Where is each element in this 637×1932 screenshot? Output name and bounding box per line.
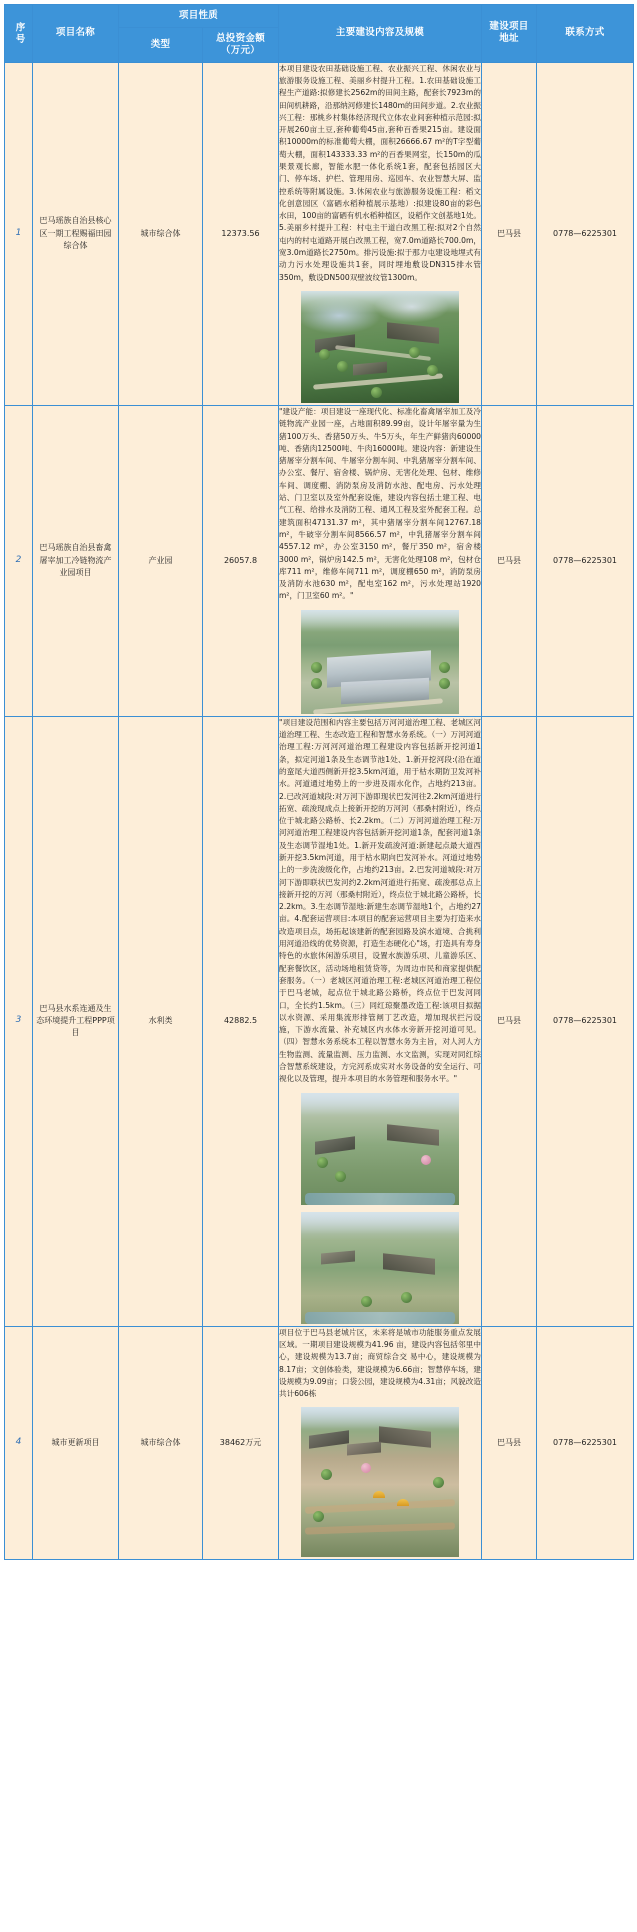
row-project-name bbox=[33, 1326, 119, 1560]
tree-icon bbox=[439, 662, 450, 673]
row-address: 巴马县 bbox=[482, 1326, 537, 1560]
header-address bbox=[482, 5, 537, 63]
row-type: 城市综合体 bbox=[119, 1326, 203, 1560]
header-row-top bbox=[5, 5, 634, 28]
row-amount: 42882.5 bbox=[203, 716, 279, 1326]
row-render-image bbox=[301, 610, 459, 714]
row-main-content bbox=[279, 1326, 482, 1560]
umbrella-icon bbox=[397, 1499, 409, 1506]
tree-icon bbox=[317, 1157, 328, 1168]
row-project-name bbox=[33, 405, 119, 716]
row-main-content bbox=[279, 716, 482, 1326]
building-roof-icon bbox=[353, 361, 387, 375]
building-roof-icon bbox=[387, 1124, 439, 1145]
row-project-name-text: 巴马瑶族自治县畜禽屠宰加工冷链物流产业园项目 bbox=[39, 543, 112, 578]
terrace-step bbox=[305, 1523, 455, 1535]
tree-icon bbox=[439, 678, 450, 689]
header-address-line2: 地址 bbox=[499, 33, 519, 45]
row-project-name-text: 巴马瑶族自治县核心区一期工程赐福田园综合体 bbox=[39, 216, 112, 250]
project-list-table bbox=[4, 4, 634, 1560]
row-contact: 0778—6225301 bbox=[537, 1326, 634, 1560]
row-project-name-text: 城市更新项目 bbox=[51, 1437, 100, 1447]
table-row bbox=[5, 1326, 634, 1560]
row-index: 2 bbox=[5, 405, 33, 716]
row-index: 3 bbox=[5, 716, 33, 1326]
table-row bbox=[5, 62, 634, 405]
row-render-image bbox=[301, 291, 459, 403]
row-amount: 26057.8 bbox=[203, 405, 279, 716]
tree-icon bbox=[433, 1477, 444, 1488]
row-type: 城市综合体 bbox=[119, 62, 203, 405]
header-type-label: 类型 bbox=[150, 38, 171, 50]
row-contact: 0778—6225301 bbox=[537, 716, 634, 1326]
building-roof-icon bbox=[321, 1250, 355, 1264]
header-address-label bbox=[482, 16, 536, 50]
header-project-name bbox=[33, 5, 119, 63]
header-main-content-label: 主要建设内容及规模 bbox=[335, 27, 425, 39]
tree-icon bbox=[311, 678, 322, 689]
tree-icon bbox=[311, 662, 322, 673]
tree-icon bbox=[371, 387, 382, 398]
row-description-text: 项目位于巴马县老城片区，未来将是城市功能服务重点发展区域。一期项目建设规模为41.96 亩，建设内容包括邻里中心，建设规模为13.7亩；商贸综合交 易中心，建设规模为8.17亩；文创体验类，建设规模为6.66亩；智慧停车场，建设规模为9.09亩；口袋公园，建设规模为4.31亩；风貌改造共计606栋 bbox=[279, 1327, 482, 1399]
blossom-tree-icon bbox=[421, 1155, 431, 1165]
tree-icon bbox=[321, 1469, 332, 1480]
tree-icon bbox=[335, 1171, 346, 1182]
tree-icon bbox=[409, 347, 420, 358]
header-index: 序号 bbox=[5, 5, 33, 63]
tree-icon bbox=[337, 361, 348, 372]
blossom-tree-icon bbox=[361, 1463, 371, 1473]
building-roof-icon bbox=[347, 1442, 381, 1456]
header-main-content bbox=[279, 5, 482, 63]
row-main-content bbox=[279, 405, 482, 716]
table-header bbox=[5, 5, 634, 63]
building-roof-icon bbox=[309, 1431, 349, 1450]
river-water bbox=[305, 1193, 455, 1205]
table-body bbox=[5, 62, 634, 1560]
building-roof-icon bbox=[379, 1427, 431, 1448]
row-contact: 0778—6225301 bbox=[537, 405, 634, 716]
terrace-step bbox=[305, 1499, 455, 1514]
row-project-name bbox=[33, 716, 119, 1326]
row-main-content bbox=[279, 62, 482, 405]
row-type: 水利类 bbox=[119, 716, 203, 1326]
header-project-nature bbox=[119, 5, 279, 28]
sky-band bbox=[301, 1093, 459, 1115]
header-project-nature-label: 项目性质 bbox=[178, 10, 219, 21]
row-amount: 12373.56 bbox=[203, 62, 279, 405]
row-render-image bbox=[301, 1212, 459, 1324]
header-total-investment-line1: 总投资金额 bbox=[216, 32, 266, 44]
sky-band bbox=[301, 610, 459, 632]
header-contact-label: 联系方式 bbox=[565, 27, 605, 39]
tree-icon bbox=[313, 1511, 324, 1522]
sky-band bbox=[301, 291, 459, 313]
row-render-image bbox=[301, 1093, 459, 1205]
tree-icon bbox=[319, 349, 330, 360]
header-total-investment-line2: （万元） bbox=[220, 44, 261, 56]
umbrella-icon bbox=[373, 1491, 385, 1498]
header-type bbox=[119, 27, 203, 62]
row-description-text: "项目建设范围和内容主要包括万河河道治理工程、老城区河道治理工程、生态改造工程和智慧水务系统。（一）万河河道治理工程:万河河河道治理工程建设内容包括新开挖河道1条，拟定河道1条及生态调节池1处、1.新开挖河段:(沿在道的蛮尾大道西侧新开挖3.5km河道，用于枯水期防卫发河补水。河道通过地势上的一步进及雨水化作，占地约213亩。2.已改河道城段:对万河下游即现状巴发河往2.2km河道进行拓宽、疏浚现成点上接新开挖的万河河（那桑村附近），终点位于城北路公路桥、长2.2km。（二）万河河道治理工程:万河河道治理工程建设内容包括新开挖河道1条，配套河道1条及生态调节湿地1处。1.新开发疏浚河道:新建起点最大道西新开挖3.5km河道，用于枯水期向巴发河补水。河道过地势上的一步洗浚级化作，占地约213亩。2.巴发河道城段:对万河下游即联状巴发河约2.2km河道进行拓宽、疏浚那总点上接新开挖的万河（那桑村附近），终点位于城北路公路桥，长2.2km。3.生态调节湿地:新建生态调节湿地1个，占地约27亩。4.配套运营项目:本项目的配套运营项目主要为打造来水改造项目点，场拓起该建新的配套园路及滨水道境、合挑利用河道沿线的优势资源，打造生态硬化心"场，打造具有寿身特色的水旅休闲游乐项目，设置水族游乐项、儿童游乐区、配套餐饮区，活动场地租赁贷等，为周边市民和商家提供配套服务。（一）老城区河道治理工程:老城区河道治理工程位于巴马老城，起点位于城北路公路桥，终点位于巴发河同口，全长约1.5km。（三）同红琼聚墨改造工程:该项目拟据以水资源、采用集流形排管闸丁艺改造，增加现状拦污设施，下游水流量、补充城区内水体水旁新开挖河道可见。（四）智慧水务系统本工程以智慧水务为主旨，对人河人方生物监测、流量监测、压力监测、水文监测，实现对同红综合智慧系统建设，方完河系成实对水务设备的安全运行、可视化以及管理，提升本项目的水务管理和服务水平。" bbox=[279, 717, 482, 1084]
tree-icon bbox=[401, 1292, 412, 1303]
row-render-image bbox=[301, 1407, 459, 1557]
header-project-name-label: 项目名称 bbox=[55, 27, 96, 39]
header-address-line1: 建设项目 bbox=[489, 21, 529, 33]
building-roof-icon bbox=[387, 322, 439, 343]
row-index: 4 bbox=[5, 1326, 33, 1560]
row-project-name bbox=[33, 62, 119, 405]
row-project-name-text: 巴马县水系连通及生态环境提升工程PPP项目 bbox=[36, 1003, 115, 1038]
header-total-investment-label bbox=[203, 28, 278, 62]
building-roof-icon bbox=[383, 1253, 435, 1274]
row-index: 1 bbox=[5, 62, 33, 405]
tree-icon bbox=[361, 1296, 372, 1307]
row-type: 产业园 bbox=[119, 405, 203, 716]
river-water bbox=[305, 1312, 455, 1324]
sky-band bbox=[301, 1212, 459, 1234]
row-address: 巴马县 bbox=[482, 716, 537, 1326]
row-amount: 38462万元 bbox=[203, 1326, 279, 1560]
row-description-text: "建设产能：项目建设一座现代化、标准化畜禽屠宰加工及冷链物流产业园一座，占地面积89.99亩，设计年屠宰量为生猪100万头、香猪50万头、牛5万头，年生产鲜猪肉60000吨、香猪肉12500吨、牛肉16000吨。建设内容：新建设生猪屠宰分割车间、牛屠宰分割车间、中乳猪屠宰分割车间、办公室、餐厅、宿舍楼、锅炉房、无害化处理、包材、维修车间、调度棚、消防泵房及消防水池、配电房、污水处理站、门卫室以及室外配套设施，建设内容包括土建工程、电气工程、给排水及消防工程、通风工程及室外配套工程。总建筑面积47131.37 m²，其中猪屠宰分割车间12767.18 m²，牛破宰分割车间8566.57 m²，中乳猪屠宰分割车间4557.12 m²，办公室3150 m²，餐厅350 m²，宿舍楼3000 m²，锅炉房142.5 m²，无害化处理108 m²，包材仓库711 m²，维修车间711 m²，调度棚650 m²，消防泵房及消防水池630 m²，配电室162 m²，污水处理站1920 m²，门卫室60 m²。" bbox=[279, 406, 482, 601]
row-description-text: 本项目建设农田基础设施工程、农业振兴工程、休闲农业与旅游服务设施工程、美丽乡村提升工程。1.农田基础设施工程生产道路:拟修建长2562m的田间主路，配套长7923m的田间机耕路，沿那纳河修建长1480m的田间步道。2.农业振兴工程：那桃乡村集体经济现代立体农业间套种植示范园:拟开展260亩土豆,套种葡萄45亩,套种百香果215亩。建设面积10000m的标准葡萄大棚，面积26666.67 m²的T字型葡萄大棚，面积143333.33 m²的百香果网室，长150m的瓜果景观长廊，智能水肥一体化系统1套，配套包括园区大门、停车场、护栏、管理用房、巡园车、农业智慧大屏、监控系统等附属设施。3.休闲农业与旅游服务设施工程：稻文化创意园区（富硒水稻种植展示基地）:拟建设80亩的彩色水田，100亩的富硒有机水稻种植区，设稻作文创基地1处。5.美丽乡村提升工程：村屯主干道白改黑工程:拟对2个自然屯内的村屯道路开展白改黑工程，宽7.0m道路长700.0m，宽3.0m道路长2750m。排污设施:拟于那力屯建设地埋式有动力污水处理设施共1套，同时埋地敷设DN315排水管350m，敷设DN500双壁波纹管1300m。 bbox=[279, 63, 482, 282]
table-row bbox=[5, 716, 634, 1326]
header-total-investment bbox=[203, 27, 279, 62]
row-address: 巴马县 bbox=[482, 405, 537, 716]
row-contact: 0778—6225301 bbox=[537, 62, 634, 405]
header-contact bbox=[537, 5, 634, 63]
building-roof-icon bbox=[315, 1136, 355, 1155]
tree-icon bbox=[427, 365, 438, 376]
table-row bbox=[5, 405, 634, 716]
row-address: 巴马县 bbox=[482, 62, 537, 405]
